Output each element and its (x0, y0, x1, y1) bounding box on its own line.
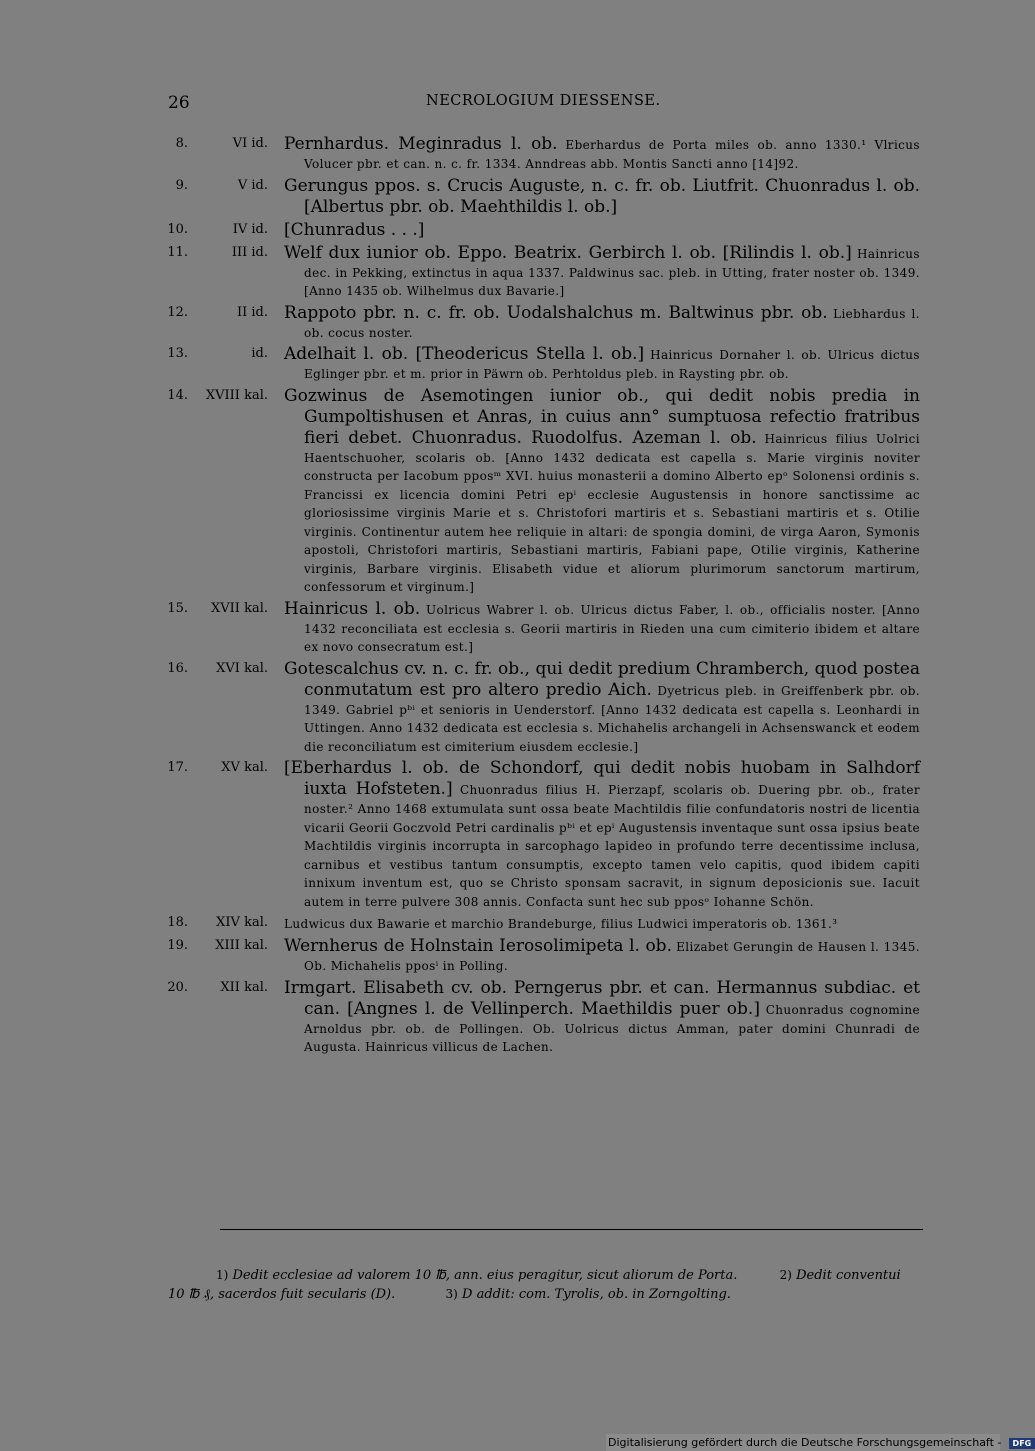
entry-main-text: Pernhardus. Meginradus l. ob. (284, 134, 558, 154)
entry-date: IV id. (232, 221, 268, 237)
footnote-2-text: Dedit conventui (796, 1268, 901, 1283)
entry-text (284, 134, 920, 174)
necrology-entries (160, 134, 920, 1059)
entry-date: XVI kal. (216, 660, 268, 676)
entry-text (284, 599, 920, 657)
entry-number: 17. (167, 760, 188, 775)
entry-later-text: Hainricus filius Uolrici Haentschuoher, scolaris ob. [Anno 1432 dedicata est capella s. Marie virginis noviter constructa per Iacobum pposᵐ XVI. huius monasterii a domino Alberto epᵒ Solonensi ordinis s. Francissi ex licencia domini Petri epⁱ ecclesie Augustensis in honore sanctissime ac gloriosissime virginis Marie et s. Christofori martiris et s. Sebastiani martiris et s. Otilie virginis. Continentur autem hee reliquie in altari: de spongia domini, de virga Aaron, Symonis apostoli, Christofori martiris, Sebastiani martiris, Fabiani pape, Otilie virginis, Katherine virginis, Barbare virginis. Elisabeth vidue et aliorum plurimorum sanctorum martirum, confessorum et virginum.] (304, 431, 920, 594)
entry-date: XIII kal. (215, 938, 268, 953)
entry-date: id. (251, 346, 268, 361)
entry-later-text: Ludwicus dux Bawarie et marchio Brandeburge, filius Ludwici imperatoris ob. 1361.³ (284, 917, 838, 931)
entry-15 (160, 599, 920, 657)
entry-number: 12. (167, 304, 188, 320)
footnote-1-number: 1) (216, 1268, 229, 1282)
dfg-logo-icon: DFG (1009, 1438, 1035, 1449)
entry-19 (160, 936, 920, 976)
entry-text (284, 243, 920, 301)
entry-text (284, 913, 920, 934)
page-number: 26 (168, 93, 190, 113)
entry-later-text: Uolricus Wabrer l. ob. Ulricus dictus Faber, l. ob., officialis noster. [Anno 1432 reconciliata est ecclesia s. Georii martiris in Rieden una cum cimiterio ibidem et altare ex novo consecratum est.] (304, 602, 920, 654)
entry-9 (160, 176, 920, 218)
entry-date: XIV kal. (216, 915, 268, 930)
entry-text (284, 386, 920, 597)
entry-16 (160, 659, 920, 757)
funding-credit (606, 1434, 1032, 1451)
entry-date: VI id. (232, 136, 268, 151)
entry-date: V id. (237, 177, 268, 193)
entry-text (284, 758, 920, 911)
entry-later-text: Liebhardus l. ob. cocus noster. (304, 306, 920, 340)
entry-8 (160, 134, 920, 174)
entry-text (284, 220, 920, 241)
entry-text (284, 303, 920, 343)
entry-date: XVII kal. (211, 600, 268, 616)
entry-number: 11. (167, 244, 188, 260)
entry-later-text: Chuonradus filius H. Pierzapf, scolaris ob. Duering pbr. ob., frater noster.² Anno 1468 extumulata sunt ossa beate Machtildis filie confundatoris nostri de licentia vicarii Georii Goczvold Petri cardinalis pᵇⁱ et epⁱ Augustensis inventaque sunt ossa ipsius beate Machtildis virginis incorrupta in sarcophago lapideo in profundo terre decentissime inclusa, carnibus et vestibus tantum consumptis, excepto tamen velo capitis, quod ibidem capiti innixum inventum est, quo se Christo sponsam sacravit, in signum deposicionis sue. Iacuit autem in terre pulvere 308 annis. Confacta sunt hec sub pposᵒ Iohanne Schön. (304, 783, 920, 909)
entry-13 (160, 344, 920, 384)
entry-date: III id. (231, 244, 268, 260)
entry-date: XVIII kal. (205, 387, 268, 403)
credit-text: Digitalisierung gefördert durch die Deutsche Forschungsgemeinschaft - (608, 1436, 1002, 1449)
entry-10 (160, 220, 920, 241)
entry-later-text: Eberhardus de Porta miles ob. anno 1330.¹ Vlricus Volucer pbr. et can. n. c. fr. 1334. Anndreas abb. Montis Sancti anno [14]92. (304, 138, 920, 171)
footnote-2-number: 2) (779, 1268, 792, 1282)
entry-main-text: [Chunradus . . .] (284, 219, 425, 240)
entry-text (284, 659, 920, 757)
entry-number: 8. (175, 136, 188, 151)
page-header (168, 93, 912, 119)
entry-20 (160, 978, 920, 1057)
footnote-1-text: Dedit ecclesiae ad valorem 10 ℔, ann. eius peragitur, sicut aliorum de Porta. (232, 1268, 738, 1283)
footnote-3-number: 3) (445, 1287, 458, 1301)
entry-number: 13. (167, 346, 188, 361)
entry-number: 9. (175, 177, 188, 193)
footnotes (168, 1266, 913, 1304)
footnote-divider (220, 1229, 923, 1230)
entry-14 (160, 386, 920, 597)
entry-number: 14. (167, 387, 188, 403)
entry-later-text: Elizabet Gerungin de Hausen l. 1345. Ob. Michahelis pposⁱ in Polling. (304, 940, 920, 973)
entry-text (284, 936, 920, 976)
entry-later-text: Hainricus dec. in Pekking, extinctus in aqua 1337. Paldwinus sac. pleb. in Utting, frater noster ob. 1349. [Anno 1435 ob. Wilhelmus dux Bavarie.] (304, 246, 920, 298)
footnote-2-continuation: 10 ℔ ₰, sacerdos fuit secularis (D). (168, 1287, 396, 1302)
entry-later-text: Hainricus Dornaher l. ob. Ulricus dictus Eglinger pbr. et m. prior in Päwrn ob. Perhtoldus pleb. in Raysting pbr. ob. (304, 348, 920, 381)
entry-main-text: Gotescalchus cv. n. c. fr. ob., qui dedit predium Chramberch, quod postea conmutatum est pro altero predio Aich. (284, 658, 920, 700)
running-title: NECROLOGIUM DIESSENSE. (426, 93, 661, 109)
footnote-line-1 (168, 1266, 913, 1285)
entry-date: XII kal. (220, 979, 268, 995)
entry-text (284, 978, 920, 1057)
entry-main-text: Hainricus l. ob. (284, 598, 421, 619)
entry-number: 10. (167, 221, 188, 237)
entry-number: 16. (167, 660, 188, 676)
footnote-line-2 (168, 1285, 913, 1304)
entry-later-text: Chuonradus cognomine Arnoldus pbr. ob. de Pollingen. Ob. Uolricus dictus Amman, pater domini Chunradi de Augusta. Hainricus villicus de Lachen. (304, 1002, 920, 1054)
entry-main-text: Welf dux iunior ob. Eppo. Beatrix. Gerbirch l. ob. [Rilindis l. ob.] (284, 242, 852, 263)
entry-17 (160, 758, 920, 911)
entry-main-text: Irmgart. Elisabeth cv. ob. Perngerus pbr. et can. Hermannus subdiac. et can. [Angnes l. de Vellinperch. Maethildis puer ob.] (284, 977, 920, 1019)
entry-later-text: Dyetricus pleb. in Greiffenberk pbr. ob. 1349. Gabriel pᵇⁱ et senioris in Uenderstorf. [Anno 1432 dedicata est capella s. Leonhardi in Uttingen. Anno 1432 dedicata est ecclesia s. Michahelis archangeli in Achsenswanck et eodem die reconciliatum est cimiterium eiusdem ecclesie.] (304, 683, 921, 754)
entry-main-text: Wernherus de Holnstain Ierosolimipeta l. ob. (284, 936, 672, 956)
entry-number: 15. (167, 600, 188, 616)
footnote-3-text: D addit: com. Tyrolis, ob. in Zorngolting. (462, 1287, 731, 1302)
entry-number: 20. (167, 979, 188, 995)
entry-text (284, 344, 920, 384)
entry-date: II id. (236, 304, 268, 320)
entry-main-text: Gerungus ppos. s. Crucis Auguste, n. c. fr. ob. Liutfrit. Chuonradus l. ob. [Albertus pbr. ob. Maehthildis l. ob.] (284, 175, 920, 217)
entry-number: 19. (167, 938, 188, 953)
entry-12 (160, 303, 920, 343)
entry-18 (160, 913, 920, 934)
entry-text (284, 176, 920, 218)
entry-main-text: [Eberhardus l. ob. de Schondorf, qui dedit nobis huobam in Salhdorf iuxta Hofsteten.] (284, 758, 920, 799)
entry-main-text: Adelhait l. ob. [Theodericus Stella l. ob.] (284, 344, 645, 364)
entry-main-text: Gozwinus de Asemotingen iunior ob., qui dedit nobis predia in Gumpoltishusen et Anras, in cuius ann° sumptuosa refectio fratribus fieri debet. Chuonradus. Ruodolfus. Azeman l. ob. (284, 385, 920, 448)
entry-date: XV kal. (221, 760, 268, 775)
entry-main-text: Rappoto pbr. n. c. fr. ob. Uodalshalchus m. Baltwinus pbr. ob. (284, 302, 828, 323)
entry-number: 18. (167, 915, 188, 930)
entry-11 (160, 243, 920, 301)
